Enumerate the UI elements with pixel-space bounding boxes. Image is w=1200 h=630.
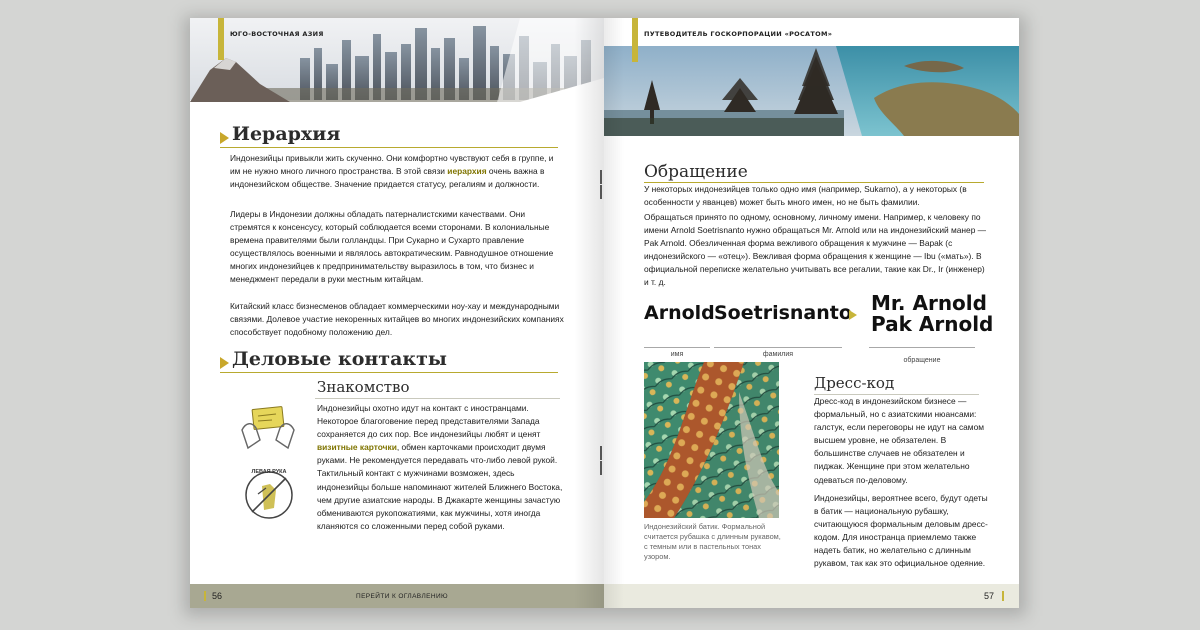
footer-accent-mark [204, 591, 206, 601]
address-paragraph-1: У некоторых индонезийцев только одно имя (например, Sukarno), а у некоторых (в особенности у яванцев) может быть много имен, но не быть фамилии. [644, 184, 967, 208]
section-arrow-icon [220, 132, 229, 144]
binding-mark [600, 446, 602, 460]
caption-first-name: имя [670, 351, 684, 358]
first-name-underline [644, 347, 710, 348]
gutter-shadow [604, 18, 624, 608]
name-last: Soetrisnanto [714, 302, 852, 324]
photo-caption: Индонезийский батик. Формальной считается рубашка с длинным рукавом, с темным или в пастельных тонах узором. [644, 522, 781, 561]
batik-fabric-photo [644, 362, 779, 518]
hierarchy-paragraph-3: Китайский класс бизнесменов обладает коммерческими ноу-хау и международными связями. Долевое участие некоренных китайцев во многих индонезийских компаниях способствует подобному положению дел. [230, 301, 564, 338]
arrow-right-icon [849, 310, 857, 320]
last-name-underline [714, 347, 842, 348]
binding-mark [600, 170, 602, 184]
hierarchy-paragraph-2: Лидеры в Индонезии должны обладать патерналистскими качествами. Они стремятся к консенсусу, который соблюдается всеми сторонами. В колониальные времена правителями были голландцы. При Сукарно и Сухарто правление осуществлялось военными и являлось автократическим. Равнодушное отношение многих индонезийцев к предпринимательству выразилось в том, что бизнес и менеджмент передали в руки местным китайцам. [230, 209, 554, 285]
dress-code-paragraph-1: Дресс-код в индонезийском бизнесе — формальный, но с азиатскими нюансами: галстук, если переговоры не идут на самом высшем уровне, не обязателен. В большинстве случаев не обязателен и пиджак. Женщине при этом желательно одеваться по-деловому. [814, 396, 984, 485]
hierarchy-paragraph-1: Индонезийцы привыкли жить скученно. Они комфортно чувствуют себя в группе, и им не нужно много личного пространства. В этой связи иерархия очень важна в индонезийском обществе. Значение придается статусу, регалиям и должности. [230, 153, 554, 190]
left-header-label: ЮГО-ВОСТОЧНАЯ АЗИЯ [230, 30, 324, 38]
left-hand-label: ЛЕВАЯ РУКА [251, 469, 287, 475]
address-form-2: Pak Arnold [871, 312, 994, 336]
address-form-1: Mr. Arnold [871, 291, 987, 315]
right-header-label: ПУТЕВОДИТЕЛЬ ГОСКОРПОРАЦИИ «РОСАТОМ» [644, 30, 833, 38]
subsection-title-introduction: Знакомство [317, 378, 410, 396]
caption-last-name: фамилия [762, 351, 794, 358]
introduction-paragraph: Индонезийцы охотно идут на контакт с иностранцами. Некоторое благоговение перед представителями Запада сохраняется до сих пор. Все индонезийцы любят и ценят визитные карточки, обмен карточками происходит двумя руками. Не рекомендуется передавать что-либо левой рукой. Тактильный контакт с мужчинами возможен, здесь индонезийцы больше напоминают жителей Ближнего Востока, чем другие азиатские народы. В Джакарте женщины зачастую обмениваются рукопожатиями, как мужчины, хотя иногда кланяются со сложенными перед собой руками. [317, 403, 563, 531]
business-card-hands-icon [238, 400, 298, 450]
section-rule [220, 147, 558, 148]
footer-accent-mark [1002, 591, 1004, 601]
no-left-hand-icon [240, 464, 298, 522]
left-page [190, 18, 604, 608]
address-underline [869, 347, 975, 348]
header-accent-bar [218, 18, 224, 60]
subsection-title-dress-code: Дресс-код [814, 374, 895, 392]
address-paragraph-2: Обращаться принято по одному, основному, личному имени. Например, к человеку по имени Arnold Soetrisnanto нужно обращаться Mr. Arnold или на индонезийский манер — Pak Arnold. Обезличенная форма вежливого обращения к мужчине — Bapak (с индонезийского — «отец»). Вежливая форма обращения к женщине — Ibu («мать»). В официальной переписке желательно учитывать все регалии, такие как Dr., Ir (инженер) и т. д. [644, 212, 987, 288]
right-page [604, 18, 1019, 608]
section-title-hierarchy: Иерархия [232, 123, 341, 145]
binding-mark [600, 461, 602, 475]
right-footer-bar [604, 584, 1019, 608]
caption-address: обращение [903, 357, 941, 364]
subsection-rule [315, 398, 560, 399]
right-header-banner [604, 18, 1019, 138]
section-rule [220, 372, 558, 373]
left-header-banner [190, 18, 604, 128]
gutter-shadow [574, 18, 604, 608]
table-of-contents-link[interactable]: ПЕРЕЙТИ К ОГЛАВЛЕНИЮ [356, 593, 448, 600]
section-arrow-icon [220, 357, 229, 369]
header-accent-bar [632, 18, 638, 62]
name-first: Arnold [644, 302, 715, 324]
page-number-right: 57 [984, 591, 995, 601]
binding-mark [600, 185, 602, 199]
dress-code-paragraph-2: Индонезийцы, вероятнее всего, будут одеты в батик — национальную рубашку, считающуюся формальным деловым дресс-кодом. Для иностранца приемлемо также надеть батик, но желательно с длинным рукавом, так как это официальное одеяние. [814, 493, 988, 569]
page-number-left: 56 [212, 591, 223, 601]
section-title-address: Обращение [644, 162, 748, 182]
section-title-business-contacts: Деловые контакты [232, 348, 447, 370]
